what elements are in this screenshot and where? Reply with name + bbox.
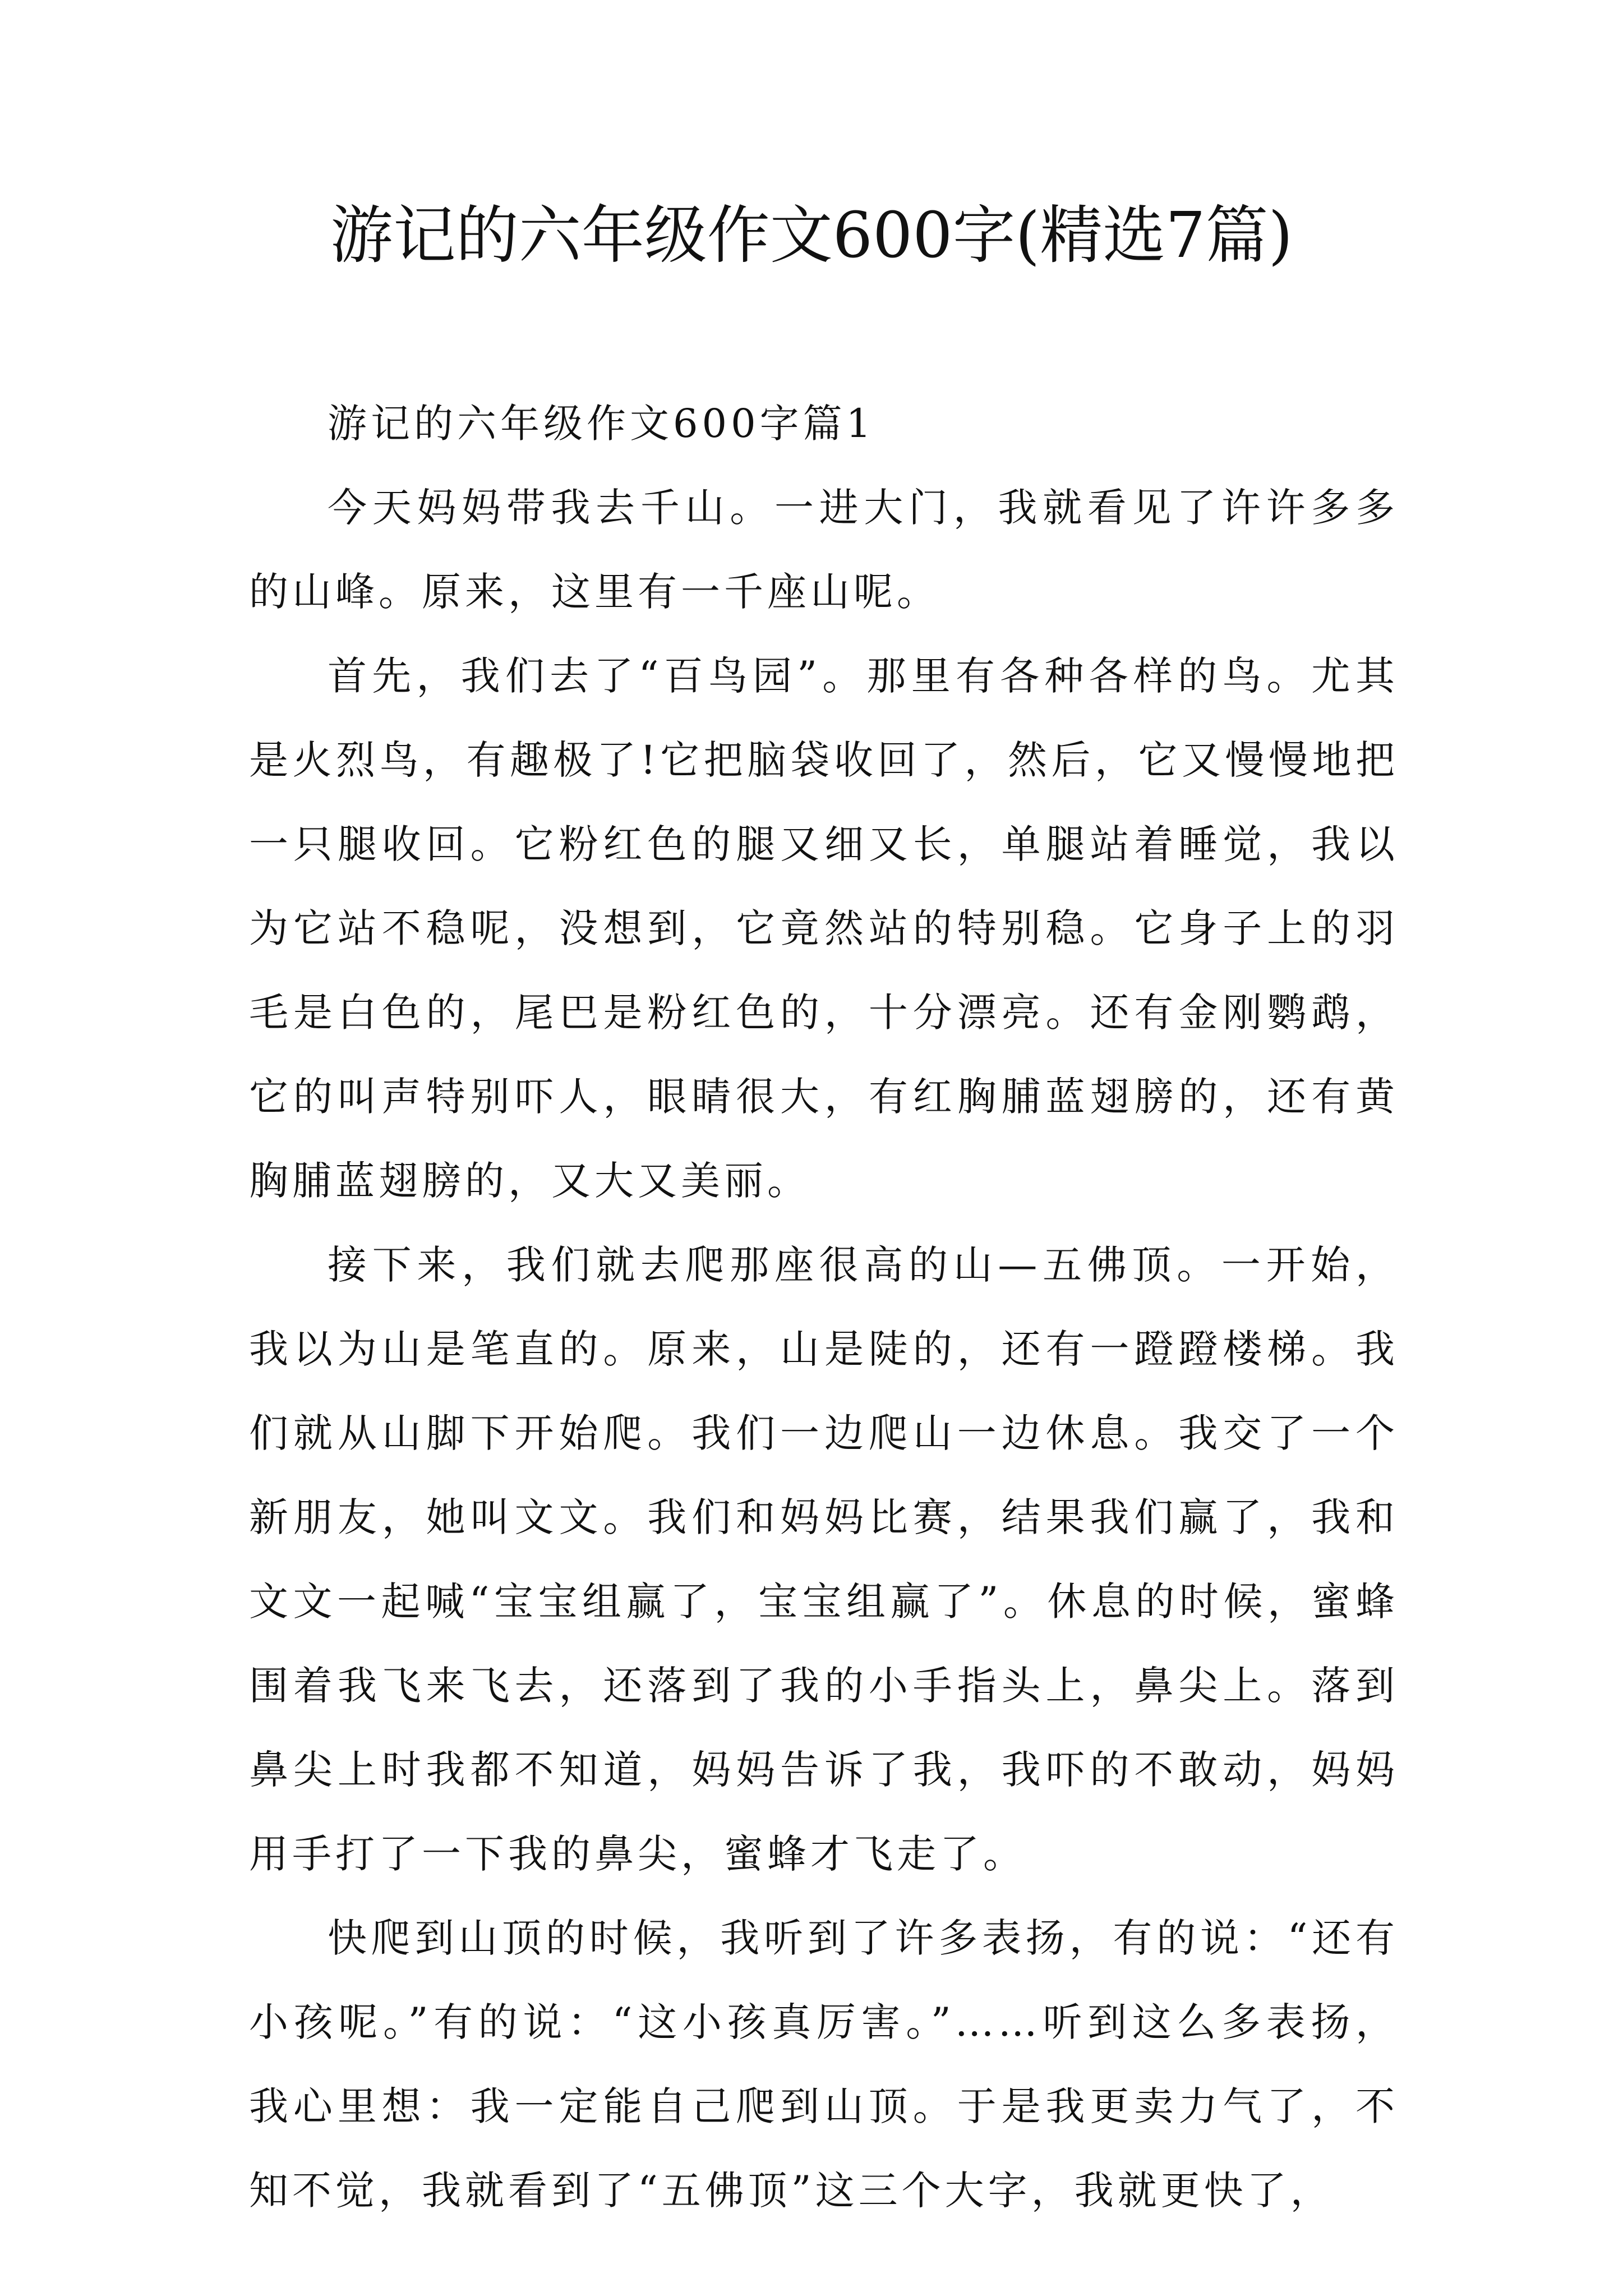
section-heading: 游记的六年级作文600字篇1 bbox=[328, 401, 875, 447]
paragraph: 首先，我们去了“百鸟园”。那里有各种各样的鸟。尤其是火烈鸟，有趣极了!它把脑袋收回了，然后，它又慢慢地把一只腿收回。它粉红色的腿又细又长，单腿站着睡觉，我以为它站不稳呢，没想到，它竟然站的特别稳。它身子上的羽毛是白色的，尾巴是粉红色的，十分漂亮。还有金刚鹦鹉，它的叫声特别吓人，眼睛很大，有红胸脯蓝翅膀的，还有黄胸脯蓝翅膀的，又大又美丽。 bbox=[249, 653, 1399, 1204]
document-title: 游记的六年级作文600字(精选7篇) bbox=[330, 199, 1293, 272]
document-body bbox=[249, 381, 1399, 2233]
paragraph: 快爬到山顶的时候，我听到了许多表扬，有的说：“还有小孩呢。”有的说：“这小孩真厉害。”……听到这么多表扬，我心里想：我一定能自己爬到山顶。于是我更卖力气了，不知不觉，我就看到了“五佛顶”这三个大字，我就更快了， bbox=[249, 1915, 1399, 2214]
paragraph: 今天妈妈带我去千山。一进大门，我就看见了许许多多的山峰。原来，这里有一千座山呢。 bbox=[249, 485, 1399, 615]
paragraph: 接下来，我们就去爬那座很高的山—五佛顶。一开始，我以为山是笔直的。原来，山是陡的，还有一蹬蹬楼梯。我们就从山脚下开始爬。我们一边爬山一边休息。我交了一个新朋友，她叫文文。我们和妈妈比赛，结果我们赢了，我和文文一起喊“宝宝组赢了，宝宝组赢了”。休息的时候，蜜蜂围着我飞来飞去，还落到了我的小手指头上，鼻尖上。落到鼻尖上时我都不知道，妈妈告诉了我，我吓的不敢动，妈妈用手打了一下我的鼻尖，蜜蜂才飞走了。 bbox=[249, 1242, 1399, 1877]
